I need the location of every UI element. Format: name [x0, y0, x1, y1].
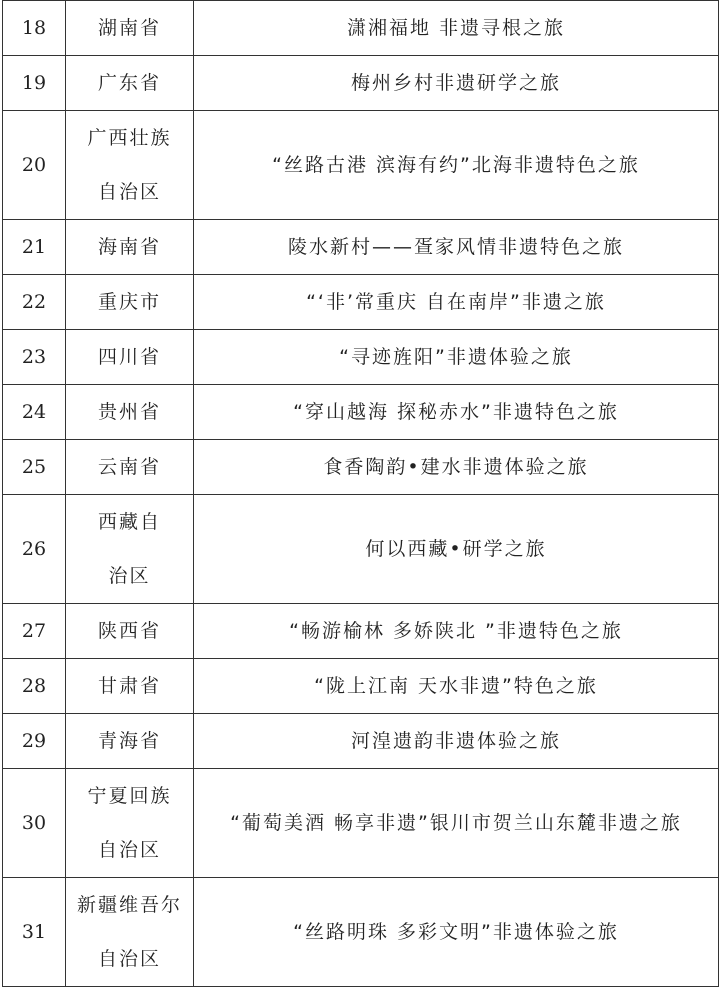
province-cell: 陕西省 [66, 604, 194, 659]
province-cell: 广西壮族自治区 [66, 111, 194, 220]
row-number: 20 [3, 111, 66, 220]
route-cell: 潇湘福地 非遗寻根之旅 [194, 1, 719, 56]
province-cell: 贵州省 [66, 385, 194, 440]
route-cell: “‘非’常重庆 自在南岸”非遗之旅 [194, 275, 719, 330]
table-row [3, 330, 719, 385]
route-cell: “葡萄美酒 畅享非遗”银川市贺兰山东麓非遗之旅 [194, 769, 719, 878]
route-cell: “寻迹旌阳”非遗体验之旅 [194, 330, 719, 385]
route-cell: 食香陶韵•建水非遗体验之旅 [194, 440, 719, 495]
row-number: 30 [3, 769, 66, 878]
route-cell: 河湟遗韵非遗体验之旅 [194, 714, 719, 769]
table-row [3, 56, 719, 111]
row-number: 28 [3, 659, 66, 714]
province-cell: 重庆市 [66, 275, 194, 330]
province-cell: 宁夏回族自治区 [66, 769, 194, 878]
route-cell: “丝路明珠 多彩文明”非遗体验之旅 [194, 878, 719, 987]
table-row [3, 1, 719, 56]
route-cell: 梅州乡村非遗研学之旅 [194, 56, 719, 111]
table-row [3, 440, 719, 495]
route-cell: “陇上江南 天水非遗”特色之旅 [194, 659, 719, 714]
table-row [3, 220, 719, 275]
row-number: 25 [3, 440, 66, 495]
route-cell: 陵水新村——疍家风情非遗特色之旅 [194, 220, 719, 275]
table-row [3, 111, 719, 220]
table-row [3, 495, 719, 604]
province-cell: 湖南省 [66, 1, 194, 56]
route-cell: “畅游榆林 多娇陕北 ”非遗特色之旅 [194, 604, 719, 659]
province-cell: 西藏自治区 [66, 495, 194, 604]
row-number: 23 [3, 330, 66, 385]
heritage-route-table [2, 0, 719, 987]
route-cell: 何以西藏•研学之旅 [194, 495, 719, 604]
row-number: 31 [3, 878, 66, 987]
province-cell: 云南省 [66, 440, 194, 495]
province-cell: 广东省 [66, 56, 194, 111]
row-number: 24 [3, 385, 66, 440]
province-cell: 甘肃省 [66, 659, 194, 714]
route-cell: “穿山越海 探秘赤水”非遗特色之旅 [194, 385, 719, 440]
row-number: 22 [3, 275, 66, 330]
row-number: 19 [3, 56, 66, 111]
province-cell: 四川省 [66, 330, 194, 385]
row-number: 27 [3, 604, 66, 659]
table-row [3, 769, 719, 878]
row-number: 18 [3, 1, 66, 56]
route-cell: “丝路古港 滨海有约”北海非遗特色之旅 [194, 111, 719, 220]
table-row [3, 604, 719, 659]
table-row [3, 659, 719, 714]
province-cell: 新疆维吾尔自治区 [66, 878, 194, 987]
table-row [3, 385, 719, 440]
row-number: 26 [3, 495, 66, 604]
province-cell: 青海省 [66, 714, 194, 769]
row-number: 21 [3, 220, 66, 275]
table-row [3, 275, 719, 330]
table-row [3, 714, 719, 769]
row-number: 29 [3, 714, 66, 769]
table-row [3, 878, 719, 987]
province-cell: 海南省 [66, 220, 194, 275]
